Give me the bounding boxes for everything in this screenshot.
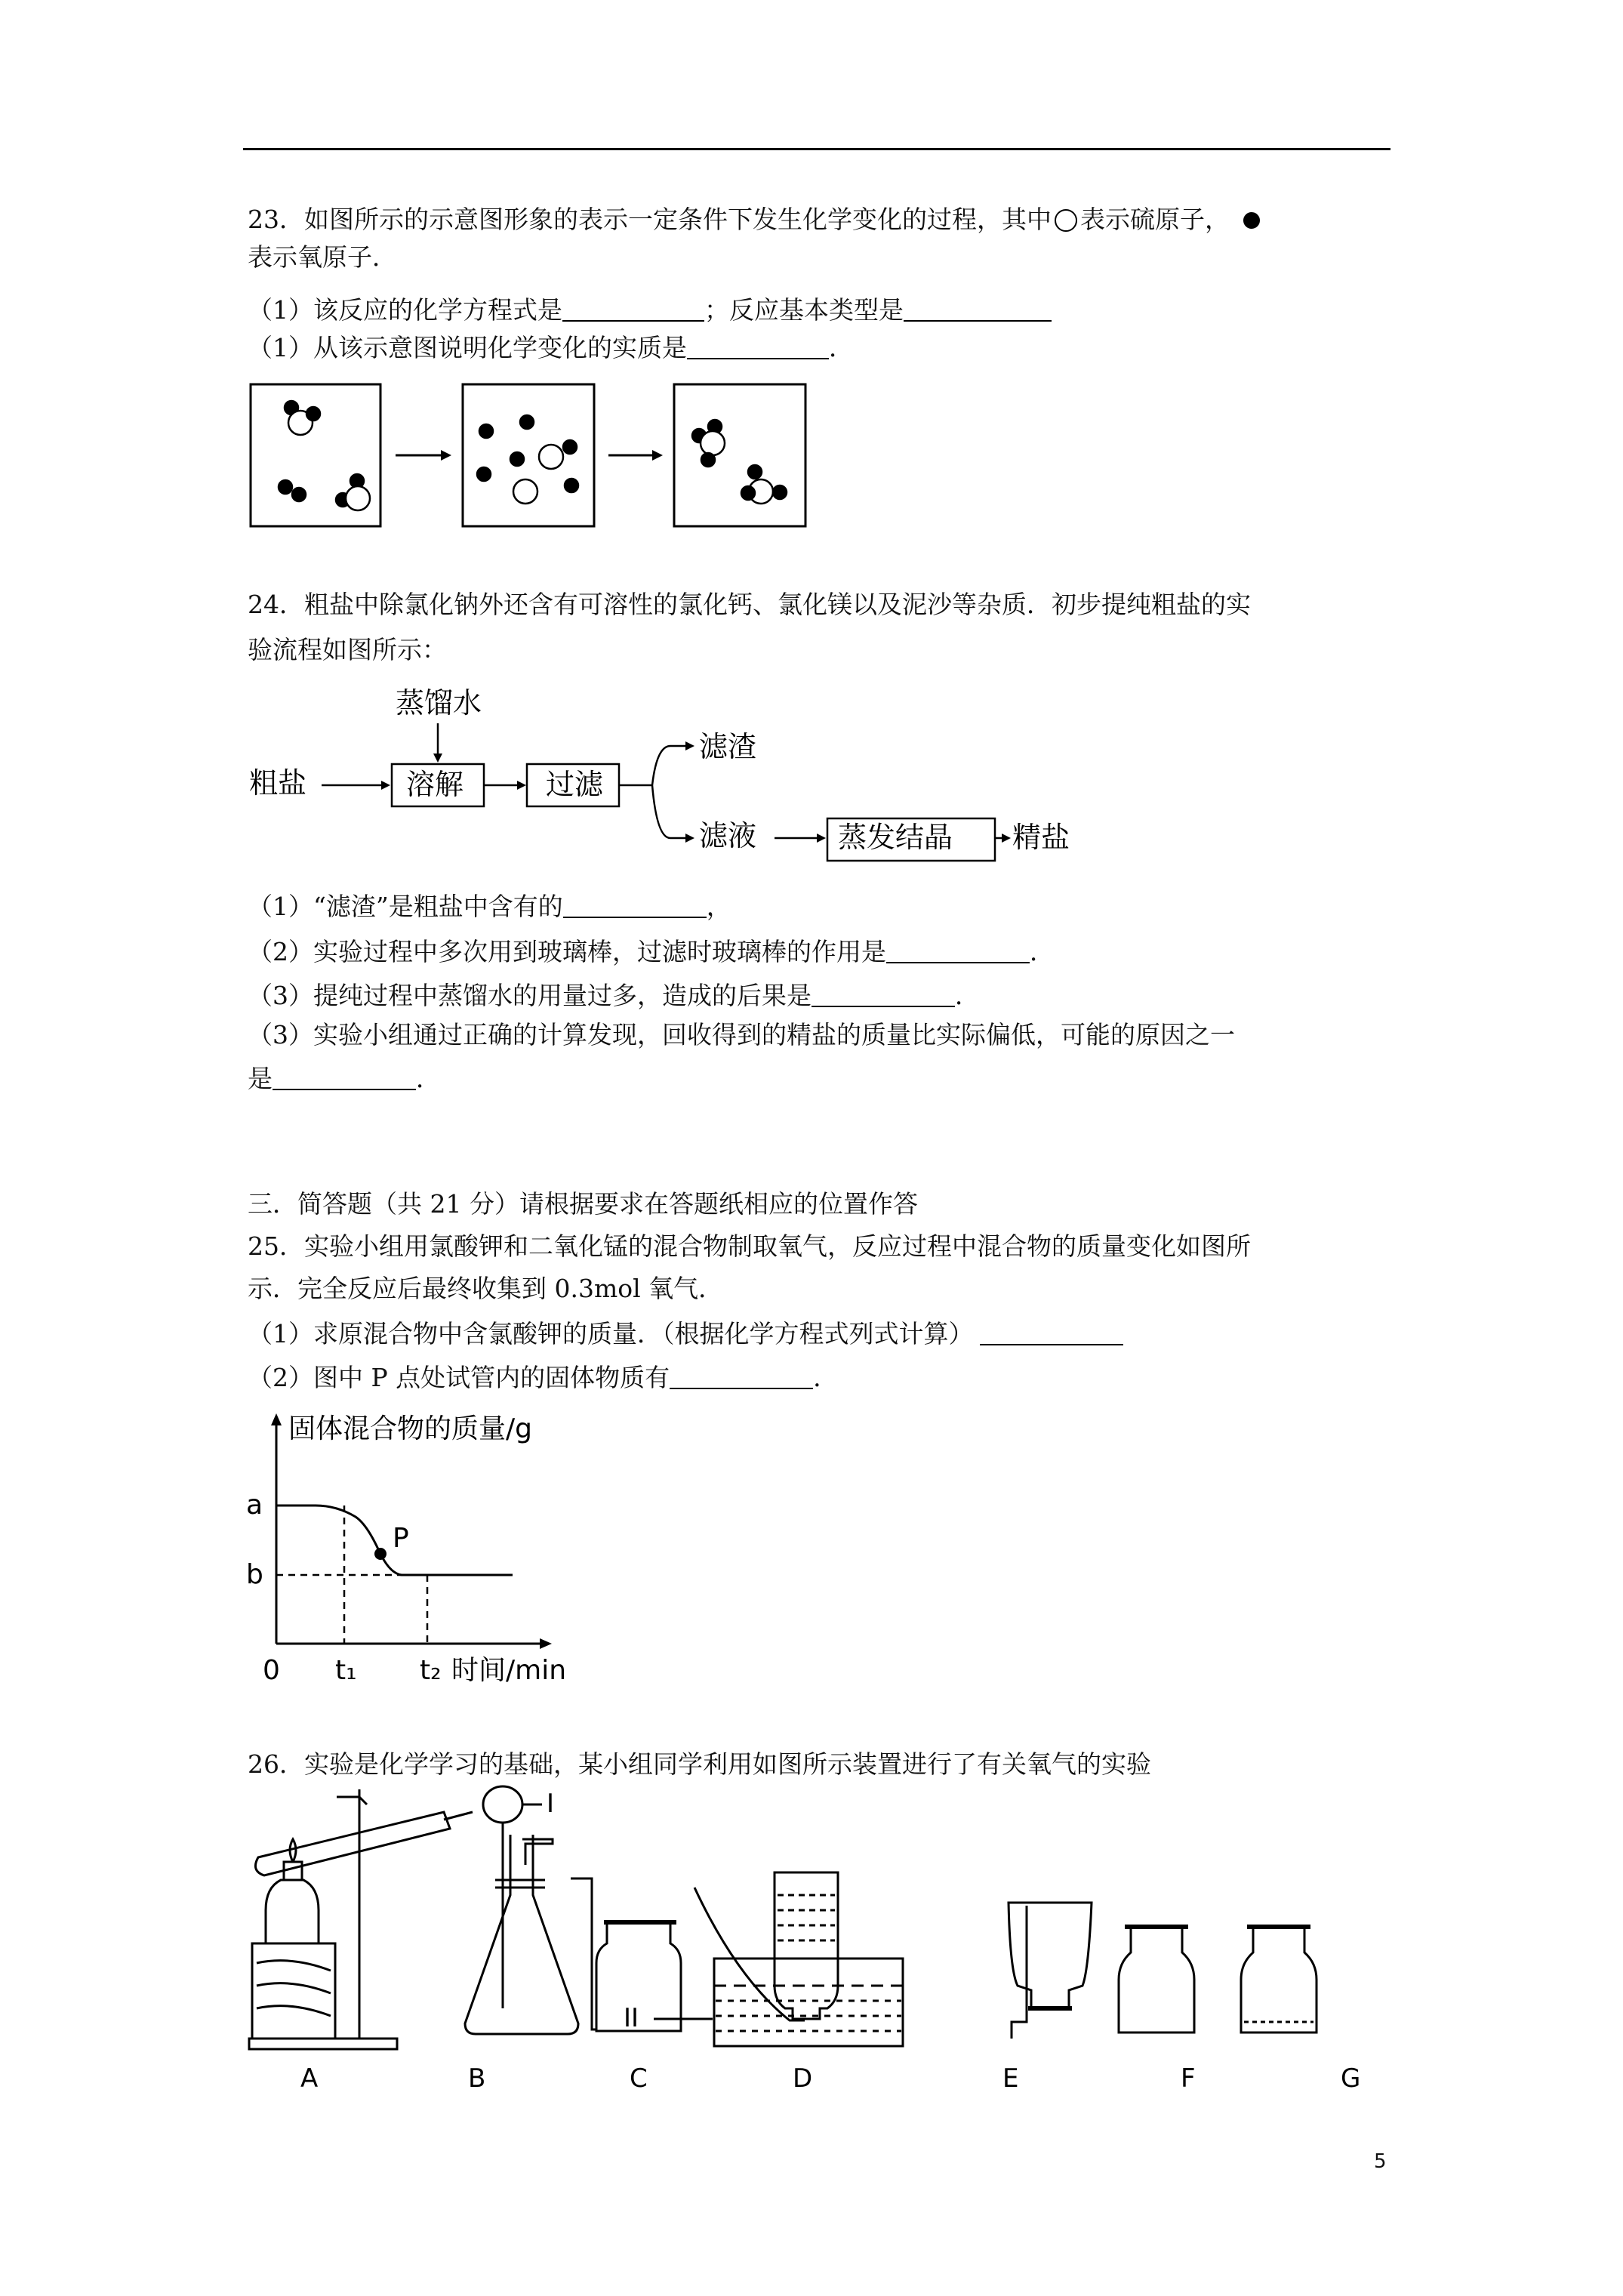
q23-text-a: 23．如图所示的示意图形象的表示一定条件下发生化学变化的过程，其中 bbox=[248, 205, 1052, 234]
marker-i-label: I bbox=[547, 1789, 555, 1819]
sulfur-atom-icon bbox=[1055, 209, 1077, 232]
apparatus-figure bbox=[246, 1782, 1394, 2099]
q24-sub3 bbox=[248, 977, 980, 1015]
flow-residue-label: 滤渣 bbox=[699, 730, 757, 763]
tube-c bbox=[571, 1878, 596, 2029]
arrow-icon bbox=[396, 450, 451, 461]
p-label: P bbox=[393, 1523, 409, 1554]
q23-sub2-text: （1）从该示意图说明化学变化的实质是 bbox=[248, 333, 687, 362]
a-label: a bbox=[246, 1490, 263, 1521]
flow-filter-label: 过滤 bbox=[546, 768, 604, 801]
header-rule bbox=[243, 148, 1390, 150]
q23-sub2-end: ． bbox=[829, 333, 854, 362]
q24-sub4-line2 bbox=[248, 1060, 441, 1098]
answer-blank[interactable] bbox=[812, 983, 955, 1007]
q25-sub2 bbox=[248, 1359, 838, 1397]
q24-line1: 24．粗盐中除氯化钠外还含有可溶性的氯化钙、氯化镁以及泥沙等杂质．初步提纯粗盐的实 bbox=[248, 590, 1251, 619]
arrow-head-icon bbox=[433, 754, 442, 763]
middle-box bbox=[463, 384, 594, 526]
q23-sub1 bbox=[248, 291, 1052, 329]
stand-base bbox=[249, 2039, 397, 2049]
q25-line1: 25．实验小组用氯酸钾和二氧化锰的混合物制取氧气，反应过程中混合物的质量变化如图所 bbox=[248, 1231, 1251, 1261]
q25-sub2-end: ． bbox=[813, 1363, 839, 1392]
label-g: G bbox=[1341, 2063, 1361, 2094]
q24-sub4-end: ． bbox=[416, 1064, 441, 1093]
q23-sub1-text-b: ；反应基本类型是 bbox=[704, 295, 904, 325]
q26-line1: 26．实验是化学学习的基础，某小组同学利用如图所示装置进行了有关氧气的实验 bbox=[248, 1749, 1151, 1779]
clamp bbox=[337, 1797, 367, 1804]
q24-sub4-line1: （3）实验小组通过正确的计算发现，回收得到的精盐的质量比实际偏低，可能的原因之一 bbox=[248, 1020, 1235, 1049]
q23-line2: 表示氧原子． bbox=[248, 242, 397, 272]
y-axis-arrow-icon bbox=[271, 1413, 282, 1425]
answer-blank[interactable] bbox=[273, 1066, 416, 1090]
page-number: 5 bbox=[1374, 2150, 1387, 2173]
arrow-icon bbox=[608, 450, 663, 461]
answer-blank[interactable] bbox=[980, 1321, 1123, 1345]
reaction-diagram bbox=[246, 381, 820, 532]
gas-bottle-d bbox=[775, 1872, 838, 2019]
flow-crude-label: 粗盐 bbox=[249, 766, 307, 800]
label-b: B bbox=[468, 2063, 486, 2094]
label-a: A bbox=[300, 2063, 319, 2094]
arrow-head-icon bbox=[685, 741, 694, 750]
q23-text-b: 表示硫原子， bbox=[1080, 205, 1230, 234]
point-p-marker bbox=[374, 1548, 387, 1560]
q24-sub3-text: （3）提纯过程中蒸馏水的用量过多，造成的后果是 bbox=[248, 981, 812, 1010]
q24-sub2 bbox=[248, 933, 1055, 971]
arrow-head-icon bbox=[517, 781, 526, 790]
delivery-tube-a bbox=[444, 1812, 473, 1820]
q24-line2: 验流程如图所示： bbox=[248, 635, 447, 664]
q24-sub4-text: 是 bbox=[248, 1064, 273, 1093]
x-axis-arrow-icon bbox=[540, 1638, 552, 1649]
marker-ii-label: II bbox=[624, 2003, 639, 2033]
after-box bbox=[674, 384, 805, 526]
origin-label: 0 bbox=[263, 1655, 280, 1686]
flow-water-label: 蒸馏水 bbox=[396, 686, 482, 720]
answer-blank[interactable] bbox=[687, 335, 829, 359]
flow-filtrate-label: 滤液 bbox=[699, 819, 757, 852]
purification-flowchart bbox=[246, 680, 1122, 876]
label-d: D bbox=[793, 2063, 813, 2094]
arrow-head-icon bbox=[381, 781, 390, 790]
answer-blank[interactable] bbox=[563, 894, 707, 918]
funnel-bulb bbox=[483, 1786, 522, 1823]
q24-sub1-end: ， bbox=[706, 892, 731, 921]
bottle-e bbox=[1009, 1903, 1092, 2008]
arrow-head-icon bbox=[817, 834, 826, 843]
q25-sub2-text: （2）图中 P 点处试管内的固体物质有 bbox=[248, 1363, 670, 1392]
q25-line2: 示．完全反应后最终收集到 0.3mol 氧气． bbox=[248, 1274, 724, 1303]
q25-sub1 bbox=[248, 1315, 1123, 1353]
alcohol-lamp bbox=[266, 1880, 319, 1943]
q23-sub1-text: （1）该反应的化学方程式是 bbox=[248, 295, 562, 325]
oxygen-atom-icon bbox=[1243, 212, 1260, 229]
flow-evaporate-label: 蒸发结晶 bbox=[838, 821, 953, 854]
bottle-f bbox=[1119, 1928, 1194, 2032]
x-axis-label: 时间/min bbox=[451, 1655, 567, 1686]
label-c: C bbox=[630, 2063, 648, 2094]
q25-sub1-text: （1）求原混合物中含氯酸钾的质量．（根据化学方程式列式计算） bbox=[248, 1319, 974, 1348]
label-f: F bbox=[1181, 2063, 1196, 2094]
answer-blank[interactable] bbox=[562, 297, 704, 322]
t2-label: t₂ bbox=[420, 1655, 442, 1686]
q24-sub1 bbox=[248, 888, 731, 926]
arrow-head-icon bbox=[685, 834, 694, 843]
t1-label: t₁ bbox=[335, 1655, 357, 1686]
mass-time-graph bbox=[246, 1406, 578, 1693]
answer-blank[interactable] bbox=[904, 297, 1052, 322]
delivery-tube-b bbox=[522, 1839, 553, 1865]
q23-line1 bbox=[248, 201, 1260, 239]
b-label: b bbox=[246, 1559, 263, 1590]
arrow-head-icon bbox=[1002, 834, 1011, 843]
answer-blank[interactable] bbox=[670, 1365, 813, 1389]
bottle-g bbox=[1241, 1928, 1317, 2032]
label-e: E bbox=[1002, 2063, 1019, 2094]
section3-heading: 三．简答题（共 21 分）请根据要求在答题纸相应的位置作答 bbox=[248, 1189, 918, 1219]
q23-sub2 bbox=[248, 329, 854, 367]
q24-sub2-text: （2）实验过程中多次用到玻璃棒，过滤时玻璃棒的作用是 bbox=[248, 937, 886, 966]
q24-sub1-text: （1）“滤渣”是粗盐中含有的 bbox=[248, 892, 563, 921]
wood-grain bbox=[257, 1961, 331, 2016]
flow-dissolve-label: 溶解 bbox=[406, 768, 464, 801]
flow-fine-label: 精盐 bbox=[1012, 821, 1070, 854]
y-axis-label: 固体混合物的质量/g bbox=[288, 1413, 532, 1444]
q24-sub2-end: ． bbox=[1030, 937, 1055, 966]
conical-flask bbox=[465, 1835, 578, 2034]
answer-blank[interactable] bbox=[886, 939, 1030, 963]
q24-sub3-end: ． bbox=[955, 981, 980, 1010]
